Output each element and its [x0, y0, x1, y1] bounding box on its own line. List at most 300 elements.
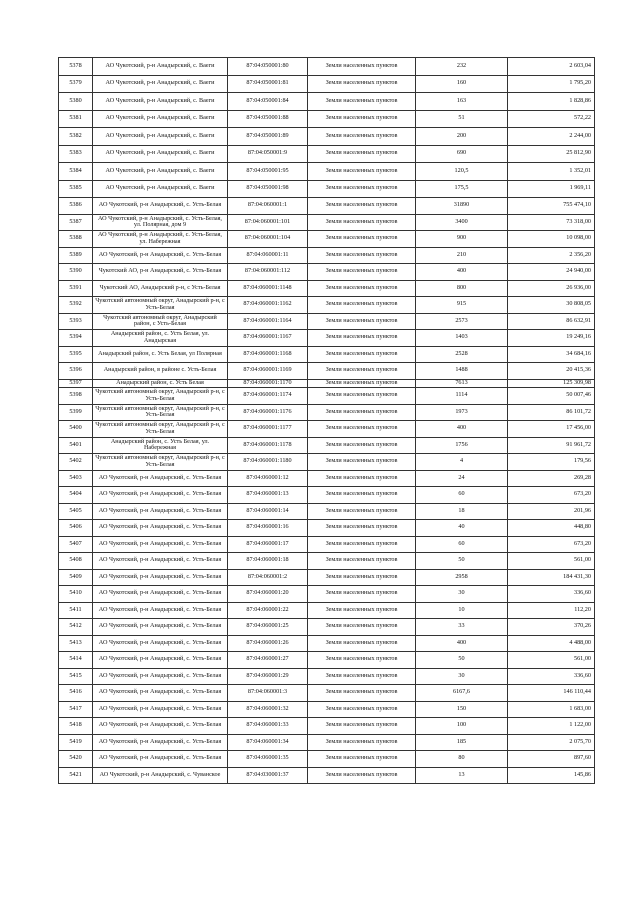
row-number-cell: 5393	[59, 313, 93, 330]
area-cell: 200	[416, 128, 508, 146]
row-number-cell: 5409	[59, 569, 93, 586]
area-cell: 160	[416, 75, 508, 93]
table-row	[59, 93, 595, 111]
land-category-cell: Земли населенных пунктов	[308, 718, 416, 735]
address-cell: АО Чукотский, р-н Анадырский, с. Ваеги	[93, 58, 228, 76]
cadastral-value-cell: 561,00	[508, 553, 595, 570]
area-cell: 60	[416, 487, 508, 504]
table-row	[59, 163, 595, 181]
address-cell: АО Чукотский, р-н Анадырский, с. Усть-Белая	[93, 536, 228, 553]
cadastral-number-cell: 87:04:060001:22	[228, 602, 308, 619]
table-row	[59, 247, 595, 264]
table-row	[59, 685, 595, 702]
cadastral-number-cell: 87:04:060001:1177	[228, 421, 308, 438]
row-number-cell: 5395	[59, 346, 93, 363]
cadastral-number-cell: 87:04:060001:1148	[228, 280, 308, 297]
cadastral-number-cell: 87:04:060001:17	[228, 536, 308, 553]
cadastral-number-cell: 87:04:060001:1176	[228, 404, 308, 421]
cadastral-number-cell: 87:04:060001:1169	[228, 363, 308, 380]
area-cell: 33	[416, 619, 508, 636]
address-cell: АО Чукотский, р-н Анадырский, с. Усть-Белая	[93, 487, 228, 504]
table-row	[59, 280, 595, 297]
address-cell: Анадырский район, с. Усть Белая, ул Полярная	[93, 346, 228, 363]
land-category-cell: Земли населенных пунктов	[308, 231, 416, 248]
land-category-cell: Земли населенных пунктов	[308, 75, 416, 93]
cadastral-value-cell: 1 122,00	[508, 718, 595, 735]
row-number-cell: 5379	[59, 75, 93, 93]
land-category-cell: Земли населенных пунктов	[308, 421, 416, 438]
address-cell: АО Чукотский, р-н Анадырский, с. Ваеги	[93, 75, 228, 93]
row-number-cell: 5400	[59, 421, 93, 438]
land-category-cell: Земли населенных пунктов	[308, 701, 416, 718]
row-number-cell: 5401	[59, 437, 93, 454]
cadastral-value-cell: 25 812,90	[508, 145, 595, 163]
cadastral-value-cell: 17 456,00	[508, 421, 595, 438]
cadastral-value-cell: 2 603,04	[508, 58, 595, 76]
cadastral-value-cell: 179,56	[508, 454, 595, 471]
address-cell: Чукотский автономный округ, Анадырский р-н, с Усть-Белая	[93, 388, 228, 405]
area-cell: 40	[416, 520, 508, 537]
row-number-cell: 5396	[59, 363, 93, 380]
address-cell: АО Чукотский, р-н Анадырский, с. Усть-Белая	[93, 586, 228, 603]
cadastral-number-cell: 87:04:060001:3	[228, 685, 308, 702]
address-cell: АО Чукотский, р-н Анадырский, с. Усть-Белая	[93, 553, 228, 570]
land-category-cell: Земли населенных пунктов	[308, 198, 416, 215]
address-cell: АО Чукотский, р-н Анадырский, с. Усть-Белая	[93, 198, 228, 215]
land-category-cell: Земли населенных пунктов	[308, 330, 416, 347]
table-row	[59, 214, 595, 231]
row-number-cell: 5407	[59, 536, 93, 553]
land-category-cell: Земли населенных пунктов	[308, 93, 416, 111]
cadastral-value-cell: 673,20	[508, 536, 595, 553]
table-row	[59, 363, 595, 380]
address-cell: АО Чукотский, р-н Анадырский, с. Усть-Белая	[93, 569, 228, 586]
cadastral-number-cell: 87:04:060001:26	[228, 635, 308, 652]
land-category-cell: Земли населенных пунктов	[308, 536, 416, 553]
row-number-cell: 5398	[59, 388, 93, 405]
table-row	[59, 297, 595, 314]
row-number-cell: 5402	[59, 454, 93, 471]
area-cell: 232	[416, 58, 508, 76]
area-cell: 163	[416, 93, 508, 111]
area-cell: 4	[416, 454, 508, 471]
table-row	[59, 454, 595, 471]
table-row	[59, 734, 595, 751]
cadastral-value-cell: 572,22	[508, 110, 595, 128]
table-body	[59, 58, 595, 784]
row-number-cell: 5390	[59, 264, 93, 281]
cadastral-number-cell: 87:04:050001:89	[228, 128, 308, 146]
row-number-cell: 5383	[59, 145, 93, 163]
row-number-cell: 5391	[59, 280, 93, 297]
address-cell: АО Чукотский, р-н Анадырский, с. Ваеги	[93, 163, 228, 181]
cadastral-value-cell: 26 936,00	[508, 280, 595, 297]
address-cell: Анадырский район, с. Усть Белая, ул. Анадырская	[93, 330, 228, 347]
address-cell: Чукотский автономный округ, Анадырский район, с Усть-Белая	[93, 313, 228, 330]
area-cell: 50	[416, 652, 508, 669]
area-cell: 690	[416, 145, 508, 163]
cadastral-value-cell: 145,86	[508, 767, 595, 784]
cadastral-number-cell: 87:04:060001:14	[228, 503, 308, 520]
row-number-cell: 5403	[59, 470, 93, 487]
table-row	[59, 346, 595, 363]
address-cell: АО Чукотский, р-н Анадырский, с. Усть-Белая	[93, 247, 228, 264]
table-row	[59, 668, 595, 685]
row-number-cell: 5417	[59, 701, 93, 718]
address-cell: АО Чукотский, р-н Анадырский, с. Усть-Белая	[93, 668, 228, 685]
cadastral-number-cell: 87:04:060001:1180	[228, 454, 308, 471]
area-cell: 13	[416, 767, 508, 784]
cadastral-number-cell: 87:04:060001:11	[228, 247, 308, 264]
table-row	[59, 520, 595, 537]
land-category-cell: Земли населенных пунктов	[308, 652, 416, 669]
table-row	[59, 313, 595, 330]
cadastral-number-cell: 87:04:060001:101	[228, 214, 308, 231]
area-cell: 3400	[416, 214, 508, 231]
cadastral-number-cell: 87:04:050001:81	[228, 75, 308, 93]
address-cell: Чукотский автономный округ, Анадырский р-н, с Усть-Белая	[93, 404, 228, 421]
area-cell: 18	[416, 503, 508, 520]
table-row	[59, 718, 595, 735]
area-cell: 400	[416, 635, 508, 652]
cadastral-value-cell: 2 075,70	[508, 734, 595, 751]
table-row	[59, 145, 595, 163]
land-category-cell: Земли населенных пунктов	[308, 297, 416, 314]
row-number-cell: 5406	[59, 520, 93, 537]
cadastral-value-cell: 50 007,46	[508, 388, 595, 405]
address-cell: АО Чукотский, р-н Анадырский, с. Ваеги	[93, 128, 228, 146]
cadastral-value-cell: 10 098,00	[508, 231, 595, 248]
row-number-cell: 5408	[59, 553, 93, 570]
cadastral-value-cell: 20 415,36	[508, 363, 595, 380]
cadastral-number-cell: 87:04:060001:29	[228, 668, 308, 685]
area-cell: 1973	[416, 404, 508, 421]
address-cell: АО Чукотский, р-н Анадырский, с. Ваеги	[93, 93, 228, 111]
land-category-cell: Земли населенных пунктов	[308, 553, 416, 570]
table-row	[59, 110, 595, 128]
land-category-cell: Земли населенных пунктов	[308, 313, 416, 330]
cadastral-number-cell: 87:04:060001:34	[228, 734, 308, 751]
address-cell: АО Чукотский, р-н Анадырский, с. Чуванское	[93, 767, 228, 784]
table-row	[59, 180, 595, 198]
area-cell: 80	[416, 751, 508, 768]
address-cell: АО Чукотский, р-н Анадырский, с. Усть-Белая	[93, 685, 228, 702]
row-number-cell: 5387	[59, 214, 93, 231]
address-cell: АО Чукотский, р-н Анадырский, с. Усть-Белая, ул. Полярная, дом 9	[93, 214, 228, 231]
address-cell: АО Чукотский, р-н Анадырский, с. Ваеги	[93, 145, 228, 163]
cadastral-value-cell: 673,20	[508, 487, 595, 504]
land-category-cell: Земли населенных пунктов	[308, 437, 416, 454]
row-number-cell: 5410	[59, 586, 93, 603]
cadastral-number-cell: 87:04:060001:1168	[228, 346, 308, 363]
row-number-cell: 5385	[59, 180, 93, 198]
land-category-cell: Земли населенных пунктов	[308, 145, 416, 163]
cadastral-number-cell: 87:04:050001:88	[228, 110, 308, 128]
land-category-cell: Земли населенных пунктов	[308, 586, 416, 603]
row-number-cell: 5382	[59, 128, 93, 146]
cadastral-value-cell: 4 488,00	[508, 635, 595, 652]
land-category-cell: Земли населенных пунктов	[308, 668, 416, 685]
cadastral-number-cell: 87:04:060001:16	[228, 520, 308, 537]
area-cell: 400	[416, 264, 508, 281]
land-category-cell: Земли населенных пунктов	[308, 404, 416, 421]
cadastral-value-cell: 1 795,20	[508, 75, 595, 93]
table-row	[59, 58, 595, 76]
cadastral-number-cell: 87:04:060001:18	[228, 553, 308, 570]
cadastral-value-cell: 91 961,72	[508, 437, 595, 454]
table-row	[59, 553, 595, 570]
cadastral-value-cell: 86 101,72	[508, 404, 595, 421]
area-cell: 400	[416, 421, 508, 438]
table-row	[59, 404, 595, 421]
cadastral-number-cell: 87:04:060001:35	[228, 751, 308, 768]
land-category-cell: Земли населенных пунктов	[308, 685, 416, 702]
area-cell: 210	[416, 247, 508, 264]
table-row	[59, 198, 595, 215]
row-number-cell: 5392	[59, 297, 93, 314]
cadastral-value-cell: 73 318,00	[508, 214, 595, 231]
area-cell: 1756	[416, 437, 508, 454]
cadastral-value-cell: 24 940,00	[508, 264, 595, 281]
address-cell: Чукотский АО, р-н Анадырский, с. Усть-Белая	[93, 264, 228, 281]
land-category-cell: Земли населенных пунктов	[308, 767, 416, 784]
address-cell: Чукотский автономный округ, Анадырский р-н, с Усть-Белая	[93, 297, 228, 314]
cadastral-number-cell: 87:04:060001:20	[228, 586, 308, 603]
table-row	[59, 569, 595, 586]
cadastral-number-cell: 87:04:060001:1174	[228, 388, 308, 405]
row-number-cell: 5404	[59, 487, 93, 504]
land-category-cell: Земли населенных пунктов	[308, 363, 416, 380]
land-category-cell: Земли населенных пунктов	[308, 388, 416, 405]
cadastral-number-cell: 87:04:060001:1162	[228, 297, 308, 314]
row-number-cell: 5405	[59, 503, 93, 520]
table-row	[59, 602, 595, 619]
address-cell: Анадырский район, с. Усть Белая	[93, 379, 228, 388]
table-row	[59, 75, 595, 93]
cadastral-value-cell: 201,96	[508, 503, 595, 520]
land-category-cell: Земли населенных пунктов	[308, 487, 416, 504]
area-cell: 30	[416, 668, 508, 685]
area-cell: 175,5	[416, 180, 508, 198]
cadastral-number-cell: 87:04:030001:37	[228, 767, 308, 784]
land-category-cell: Земли населенных пунктов	[308, 619, 416, 636]
row-number-cell: 5399	[59, 404, 93, 421]
area-cell: 7613	[416, 379, 508, 388]
land-category-cell: Земли населенных пунктов	[308, 602, 416, 619]
area-cell: 120,5	[416, 163, 508, 181]
table-row	[59, 586, 595, 603]
row-number-cell: 5420	[59, 751, 93, 768]
cadastral-number-cell: 87:04:060001:1167	[228, 330, 308, 347]
row-number-cell: 5411	[59, 602, 93, 619]
cadastral-number-cell: 87:04:060001:1164	[228, 313, 308, 330]
table-row	[59, 388, 595, 405]
table-row	[59, 536, 595, 553]
area-cell: 50	[416, 553, 508, 570]
cadastral-number-cell: 87:04:050001:80	[228, 58, 308, 76]
address-cell: АО Чукотский, р-н Анадырский, с. Усть-Белая, ул. Набережная	[93, 231, 228, 248]
address-cell: АО Чукотский, р-н Анадырский, с. Ваеги	[93, 180, 228, 198]
area-cell: 30	[416, 586, 508, 603]
cadastral-value-cell: 19 249,16	[508, 330, 595, 347]
row-number-cell: 5380	[59, 93, 93, 111]
cadastral-number-cell: 87:04:060001:33	[228, 718, 308, 735]
land-category-cell: Земли населенных пунктов	[308, 379, 416, 388]
cadastral-value-cell: 897,60	[508, 751, 595, 768]
address-cell: АО Чукотский, р-н Анадырский, с. Усть-Белая	[93, 718, 228, 735]
cadastral-value-cell: 448,80	[508, 520, 595, 537]
area-cell: 2573	[416, 313, 508, 330]
cadastral-value-cell: 336,60	[508, 668, 595, 685]
area-cell: 1488	[416, 363, 508, 380]
table-row	[59, 264, 595, 281]
row-number-cell: 5384	[59, 163, 93, 181]
row-number-cell: 5381	[59, 110, 93, 128]
area-cell: 1403	[416, 330, 508, 347]
area-cell: 2528	[416, 346, 508, 363]
land-category-cell: Земли населенных пунктов	[308, 214, 416, 231]
cadastral-value-cell: 112,20	[508, 602, 595, 619]
cadastral-value-cell: 1 969,11	[508, 180, 595, 198]
address-cell: АО Чукотский, р-н Анадырский, с. Усть-Белая	[93, 602, 228, 619]
area-cell: 10	[416, 602, 508, 619]
table-row	[59, 379, 595, 388]
land-category-cell: Земли населенных пунктов	[308, 454, 416, 471]
cadastral-value-cell: 561,00	[508, 652, 595, 669]
land-category-cell: Земли населенных пунктов	[308, 346, 416, 363]
land-category-cell: Земли населенных пунктов	[308, 751, 416, 768]
area-cell: 60	[416, 536, 508, 553]
row-number-cell: 5378	[59, 58, 93, 76]
table-row	[59, 619, 595, 636]
row-number-cell: 5418	[59, 718, 93, 735]
table-row	[59, 437, 595, 454]
area-cell: 51	[416, 110, 508, 128]
land-category-cell: Земли населенных пунктов	[308, 635, 416, 652]
cadastral-number-cell: 87:04:050001:98	[228, 180, 308, 198]
address-cell: Анадырский район, с. Усть Белая, ул. Набережная	[93, 437, 228, 454]
table-row	[59, 128, 595, 146]
table-row	[59, 751, 595, 768]
cadastral-number-cell: 87:04:060001:2	[228, 569, 308, 586]
cadastral-value-cell: 336,60	[508, 586, 595, 603]
cadastral-value-cell: 34 684,16	[508, 346, 595, 363]
area-cell: 24	[416, 470, 508, 487]
area-cell: 6167,6	[416, 685, 508, 702]
land-category-cell: Земли населенных пунктов	[308, 58, 416, 76]
land-category-cell: Земли населенных пунктов	[308, 569, 416, 586]
cadastral-number-cell: 87:04:060001:112	[228, 264, 308, 281]
cadastral-value-cell: 125 309,98	[508, 379, 595, 388]
cadastral-number-cell: 87:04:060001:13	[228, 487, 308, 504]
land-category-cell: Земли населенных пунктов	[308, 163, 416, 181]
row-number-cell: 5388	[59, 231, 93, 248]
area-cell: 915	[416, 297, 508, 314]
cadastral-number-cell: 87:04:060001:104	[228, 231, 308, 248]
cadastral-number-cell: 87:04:060001:1170	[228, 379, 308, 388]
row-number-cell: 5419	[59, 734, 93, 751]
cadastral-value-cell: 146 110,44	[508, 685, 595, 702]
document-page	[58, 57, 594, 784]
land-category-cell: Земли населенных пунктов	[308, 247, 416, 264]
cadastral-value-cell: 86 632,91	[508, 313, 595, 330]
cadastral-value-cell: 1 352,01	[508, 163, 595, 181]
address-cell: АО Чукотский, р-н Анадырский, с. Усть-Белая	[93, 520, 228, 537]
cadastral-number-cell: 87:04:050001:84	[228, 93, 308, 111]
address-cell: АО Чукотский, р-н Анадырский, с. Усть-Белая	[93, 503, 228, 520]
row-number-cell: 5421	[59, 767, 93, 784]
table-row	[59, 701, 595, 718]
table-row	[59, 767, 595, 784]
cadastral-value-cell: 30 808,05	[508, 297, 595, 314]
row-number-cell: 5416	[59, 685, 93, 702]
row-number-cell: 5412	[59, 619, 93, 636]
row-number-cell: 5389	[59, 247, 93, 264]
area-cell: 31890	[416, 198, 508, 215]
area-cell: 900	[416, 231, 508, 248]
row-number-cell: 5414	[59, 652, 93, 669]
row-number-cell: 5386	[59, 198, 93, 215]
area-cell: 150	[416, 701, 508, 718]
land-category-cell: Земли населенных пунктов	[308, 110, 416, 128]
cadastral-number-cell: 87:04:060001:27	[228, 652, 308, 669]
address-cell: АО Чукотский, р-н Анадырский, с. Ваеги	[93, 110, 228, 128]
area-cell: 100	[416, 718, 508, 735]
cadastral-value-cell: 1 828,86	[508, 93, 595, 111]
land-category-cell: Земли населенных пунктов	[308, 503, 416, 520]
address-cell: Чукотский автономный округ, Анадырский р-н, с Усть-Белая	[93, 421, 228, 438]
address-cell: АО Чукотский, р-н Анадырский, с. Усть-Белая	[93, 701, 228, 718]
land-plots-table	[58, 57, 595, 784]
table-row	[59, 652, 595, 669]
table-row	[59, 330, 595, 347]
land-category-cell: Земли населенных пунктов	[308, 734, 416, 751]
cadastral-number-cell: 87:04:060001:12	[228, 470, 308, 487]
table-row	[59, 487, 595, 504]
cadastral-value-cell: 269,28	[508, 470, 595, 487]
cadastral-value-cell: 755 474,10	[508, 198, 595, 215]
cadastral-number-cell: 87:04:060001:25	[228, 619, 308, 636]
address-cell: Чукотский автономный округ, Анадырский р-н, с Усть-Белая	[93, 454, 228, 471]
cadastral-value-cell: 1 683,00	[508, 701, 595, 718]
row-number-cell: 5413	[59, 635, 93, 652]
address-cell: АО Чукотский, р-н Анадырский, с. Усть-Белая	[93, 734, 228, 751]
land-category-cell: Земли населенных пунктов	[308, 180, 416, 198]
cadastral-number-cell: 87:04:060001:1	[228, 198, 308, 215]
address-cell: АО Чукотский, р-н Анадырский, с. Усть-Белая	[93, 619, 228, 636]
cadastral-value-cell: 370,26	[508, 619, 595, 636]
cadastral-number-cell: 87:04:050001:9	[228, 145, 308, 163]
address-cell: АО Чукотский, р-н Анадырский, с. Усть-Белая	[93, 635, 228, 652]
cadastral-number-cell: 87:04:060001:1178	[228, 437, 308, 454]
address-cell: АО Чукотский, р-н Анадырский, с. Усть-Белая	[93, 751, 228, 768]
cadastral-number-cell: 87:04:050001:95	[228, 163, 308, 181]
address-cell: АО Чукотский, р-н Анадырский, с. Усть-Белая	[93, 652, 228, 669]
table-row	[59, 503, 595, 520]
area-cell: 185	[416, 734, 508, 751]
address-cell: Чукотский АО, Анадырский р-н, с Усть-Белая	[93, 280, 228, 297]
row-number-cell: 5394	[59, 330, 93, 347]
area-cell: 2958	[416, 569, 508, 586]
area-cell: 1114	[416, 388, 508, 405]
area-cell: 800	[416, 280, 508, 297]
land-category-cell: Земли населенных пунктов	[308, 264, 416, 281]
land-category-cell: Земли населенных пунктов	[308, 520, 416, 537]
address-cell: АО Чукотский, р-н Анадырский, с. Усть-Белая	[93, 470, 228, 487]
cadastral-value-cell: 184 431,30	[508, 569, 595, 586]
cadastral-number-cell: 87:04:060001:32	[228, 701, 308, 718]
row-number-cell: 5397	[59, 379, 93, 388]
